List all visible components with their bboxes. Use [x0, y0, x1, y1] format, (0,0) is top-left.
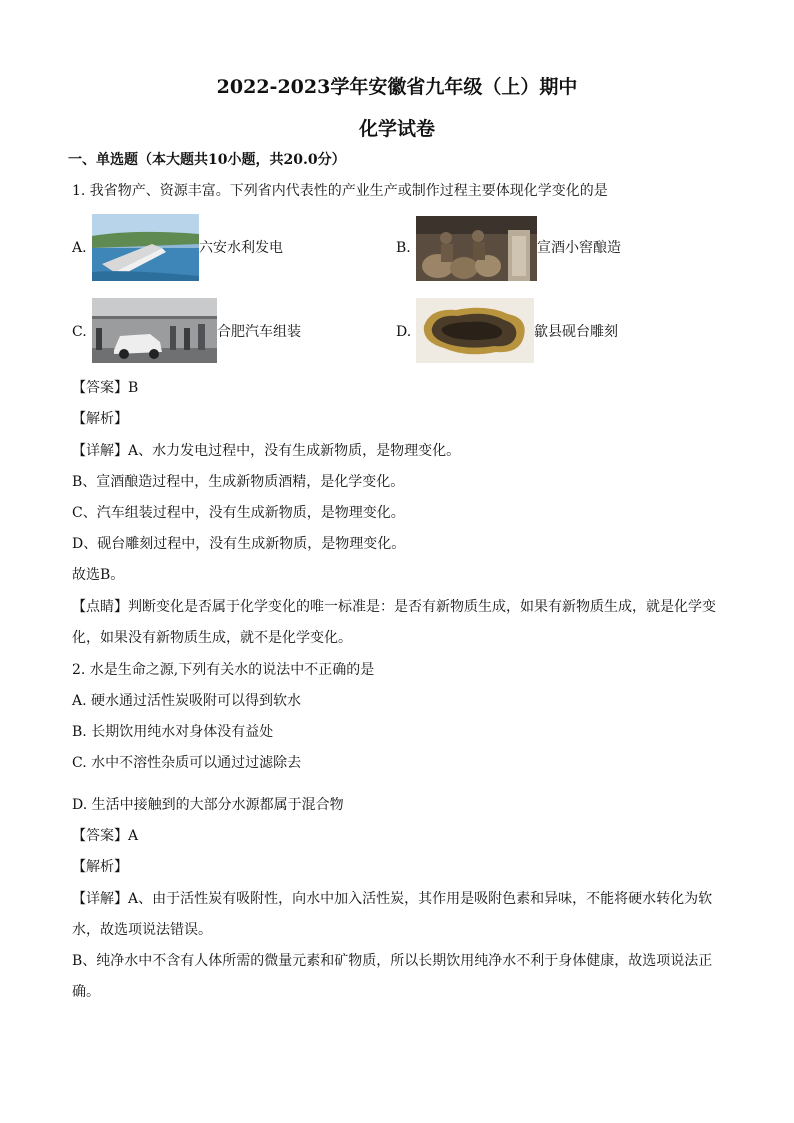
q1-option-c-text: 合肥汽车组装	[217, 324, 301, 340]
q2-option-b: B. 长期饮用纯水对身体没有益处	[72, 724, 274, 740]
q1-conclusion: 故选B。	[72, 567, 125, 583]
q1-answer: 【答案】B	[72, 380, 139, 396]
q2-analysis-label: 【解析】	[72, 859, 128, 875]
q1-option-a-letter: A.	[72, 240, 87, 256]
exam-title: 2022-2023学年安徽省九年级（上）期中	[216, 76, 578, 98]
q2-option-c: C. 水中不溶性杂质可以通过过滤除去	[72, 755, 302, 771]
q2-stem: 2. 水是生命之源,下列有关水的说法中不正确的是	[72, 662, 375, 678]
q2-answer: 【答案】A	[72, 828, 139, 844]
q1-stem: 1. 我省物产、资源丰富。下列省内代表性的产业生产或制作过程主要体现化学变化的是	[72, 183, 608, 199]
section-heading: 一、单选题（本大题共10小题，共20.0分）	[68, 152, 346, 168]
q1-option-d-text: 歙县砚台雕刻	[534, 324, 618, 340]
q2-detail-b: B、纯净水中不含有人体所需的微量元素和矿物质，所以长期饮用纯净水不利于身体健康，故选项说法正确。	[72, 953, 713, 1000]
q1-comment: 【点睛】判断变化是否属于化学变化的唯一标准是：是否有新物质生成，如果有新物质生成，就是化学变化，如果没有新物质生成，就不是化学变化。	[72, 599, 716, 646]
exam-subtitle: 化学试卷	[358, 118, 435, 140]
q1-option-b-text: 宣酒小窖酿造	[537, 240, 621, 256]
q2-detail-a: 【详解】A、由于活性炭有吸附性，向水中加入活性炭，其作用是吸附色素和异味，不能将硬水转化为软水，故选项说法错误。	[72, 891, 713, 938]
q1-option-b-letter: B.	[396, 240, 411, 256]
q1-detail-b: B、宣酒酿造过程中，生成新物质酒精，是化学变化。	[72, 474, 405, 490]
q1-detail-c: C、汽车组装过程中，没有生成新物质，是物理变化。	[72, 505, 405, 521]
q1-detail-a: 【详解】A、水力发电过程中，没有生成新物质，是物理变化。	[72, 443, 461, 459]
q1-detail-d: D、砚台雕刻过程中，没有生成新物质，是物理变化。	[72, 536, 406, 552]
q1-analysis-label: 【解析】	[72, 411, 128, 427]
car-factory-photo	[92, 298, 217, 363]
q2-option-d: D. 生活中接触到的大部分水源都属于混合物	[72, 797, 344, 813]
q2-option-a: A. 硬水通过活性炭吸附可以得到软水	[72, 693, 302, 709]
dam-photo	[92, 214, 199, 281]
q1-option-a-text: 六安水利发电	[199, 240, 283, 256]
brewing-photo	[416, 216, 537, 281]
q1-option-d-letter: D.	[396, 324, 412, 340]
q1-option-c-letter: C.	[72, 324, 87, 340]
inkstone-photo	[416, 298, 534, 363]
